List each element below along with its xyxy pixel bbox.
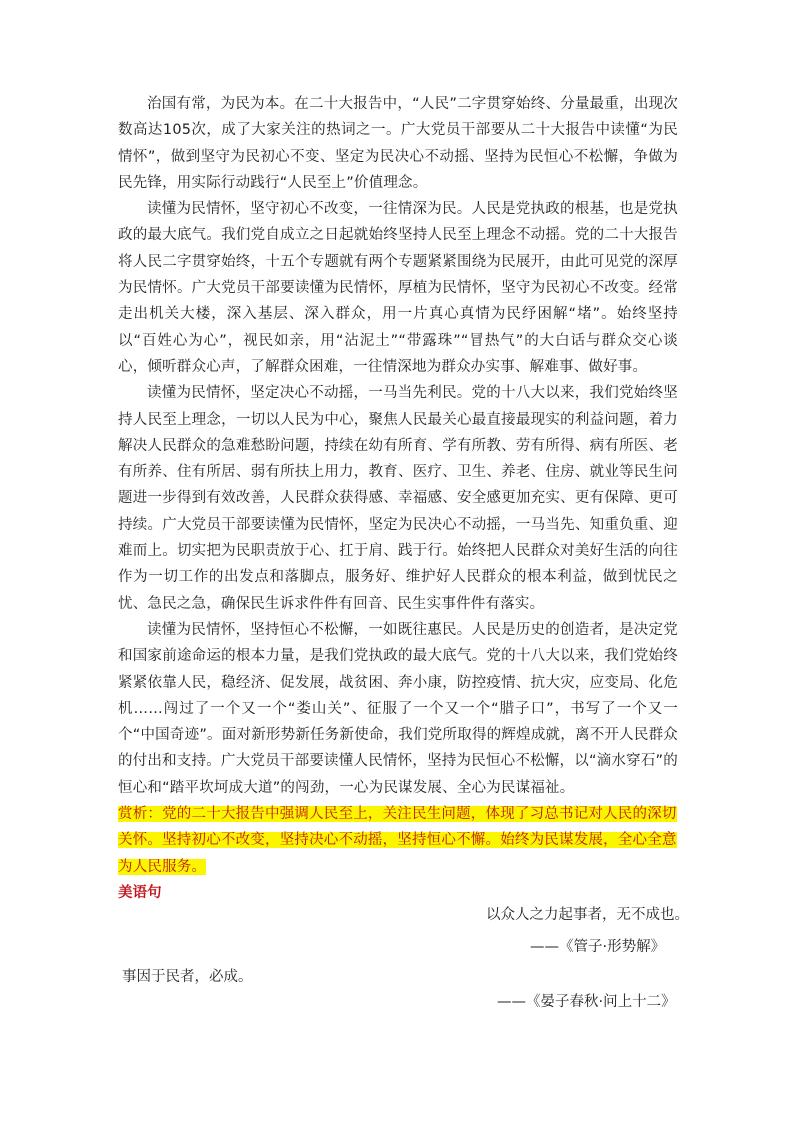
quote-1-text: 以众人之力起事者，无不成也。 (486, 907, 689, 923)
paragraph-perseverance: 读懂为民情怀，坚持恒心不松懈，一如既往惠民。人民是历史的创造者，是决定党和国家前途命运的根本力量，是我们党执政的最大底气。党的十八大以来，我们党始终紧紧依靠人民，稳经济、促发展，战贫困、奔小康，防控疫情、抗大灾，应变局、化危机……闯过了一个又一个“娄山关”、征服了一个又一个“腊子口”，书写了一个又一个“中国奇迹”。面对新形势新任务新使命，我们党所取得的辉煌成就，离不开人民群众的付出和支持。广大党员干部要读懂人民情怀，坚持为民恒心不松懈，以“滴水穿石”的恒心和“踏平坎坷成大道”的闯劲，一心为民谋发展、全心为民谋福祉。 (118, 621, 678, 796)
quote-2-text: 事因于民者，必成。 (122, 969, 253, 985)
appreciation-highlight: 赏析：党的二十大报告中强调人民至上，关注民生问题，体现了习总书记对人民的深切关怀。坚持初心不改变，坚持决心不动摇，坚持恒心不懈。始终为民谋发展，全心全意为人民服务。 (118, 806, 677, 875)
article-body (118, 91, 678, 906)
appreciation-note (118, 801, 678, 880)
paragraph-intro: 治国有常，为民为本。在二十大报告中，“人民”二字贯穿始终、分量最重，出现次数高达105次，成了大家关注的热词之一。广大党员干部要从二十大报告中读懂“为民情怀”，做到坚守为民初心不变、坚定为民决心不动摇、坚持为民恒心不松懈，争做为民先锋，用实际行动践行“人民至上”价值理念。 (118, 96, 678, 191)
quote-1-source: ——《管子·形势解》 (530, 939, 666, 955)
quote-2-source: ——《晏子春秋·问上十二》 (497, 994, 676, 1010)
paragraph-determination: 读懂为民情怀，坚定决心不动摇，一马当先利民。党的十八大以来，我们党始终坚持人民至上理念，一切以人民为中心，聚焦人民最关心最直接最现实的利益问题，着力解决人民群众的急难愁盼问题，持续在幼有所育、学有所教、劳有所得、病有所医、老有所养、住有所居、弱有所扶上用力，教育、医疗、卫生、养老、住房、就业等民生问题进一步得到有效改善，人民群众获得感、幸福感、安全感更加充实、更有保障、更可持续。广大党员干部要读懂为民情怀，坚定为民决心不动摇，一马当先、知重负重、迎难而上。切实把为民职责放于心、扛于肩、践于行。始终把人民群众对美好生活的向往作为一切工作的出发点和落脚点，服务好、维护好人民群众的根本利益，做到忧民之忧、急民之急，确保民生诉求件件有回音、民生实事件件有落实。 (118, 385, 678, 612)
paragraph-original-aspiration: 读懂为民情怀，坚守初心不改变，一往情深为民。人民是党执政的根基，也是党执政的最大底气。我们党自成立之日起就始终坚持人民至上理念不动摇。党的二十大报告将人民二字贯穿始终，十五个专题就有两个专题紧紧围绕为民展开，由此可见党的深厚为民情怀。广大党员干部要读懂为民情怀，厚植为民情怀，坚守为民初心不改变。经常走出机关大楼，深入基层、深入群众，用一片真心真情为民纾困解“堵”。始终坚持以“百姓心为心”，视民如亲，用“沾泥土”“带露珠”“冒热气”的大白话与群众交心谈心，倾听群众心声，了解群众困难，一往情深地为群众办实事、解难事、做好事。 (118, 201, 678, 375)
section-heading-beautiful-sentences: 美语句 (118, 884, 162, 901)
